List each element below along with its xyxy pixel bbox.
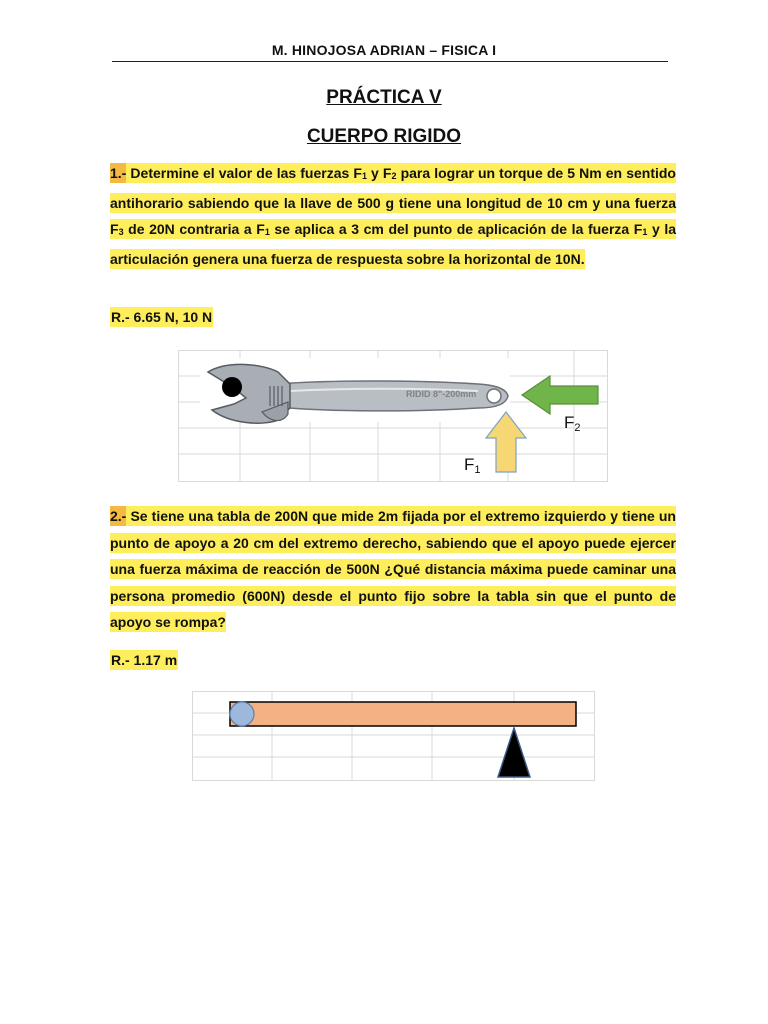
problem-1-number: 1.-: [110, 165, 127, 181]
fixed-pin-icon: [230, 702, 254, 726]
problem-1-sub-c: 3: [118, 227, 124, 237]
problem-1-text-e: se aplica a 3 cm del punto de aplicación de la fuerza F: [269, 221, 643, 237]
problem-1-statement: [110, 160, 676, 272]
problem-1-sub-d: 1: [264, 227, 270, 237]
problem-1-text-c: para lograr un torque de 5 Nm en sentido antihorario sabiendo que la llave de 500 g tiene una longitud de 10 cm y una fuerza F: [110, 165, 676, 237]
problem-2-answer: [110, 652, 178, 668]
header-rule: [112, 61, 668, 62]
problem-1-text-a: Determine el valor de las fuerzas F: [126, 165, 362, 181]
problem-1-answer-text: R.- 6.65 N, 10 N: [111, 309, 213, 325]
problem-2-text: Se tiene una tabla de 200N que mide 2m fijada por el extremo izquierdo y tiene un punto de apoyo a 20 cm del extremo derecho, sabiendo que el apoyo puede ejercer una fuerza máxima de reacción de 500N ¿Qué distancia máxima puede caminar una persona promedio (600N) desde el punto fijo sobre la tabla sin que el punto de apoyo se rompa?: [110, 508, 676, 630]
problem-1-text-b: y F: [366, 165, 392, 181]
wrench-engraving: RIDID 8"-200mm: [406, 389, 477, 399]
problem-1-text-d: de 20N contraria a F: [123, 221, 265, 237]
wrench-figure: [178, 350, 608, 482]
problem-1-text-f: y la articulación genera una fuerza de respuesta sobre la horizontal de 10N.: [110, 221, 677, 267]
problem-2-number: 2.-: [110, 508, 127, 524]
label-f1: F1: [464, 455, 481, 476]
label-f2: F2: [564, 413, 581, 434]
problem-1-answer: [110, 309, 213, 325]
problem-1-sub-a: 1: [361, 171, 367, 181]
page-header: M. HINOJOSA ADRIAN – FISICA I: [271, 42, 497, 58]
board-figure: [192, 691, 595, 781]
problem-1-sub-b: 2: [391, 171, 397, 181]
problem-1-sub-e: 1: [642, 227, 648, 237]
page-title: PRÁCTICA V: [326, 87, 442, 108]
arrow-f2-icon: [522, 376, 598, 414]
problem-2-answer-text: R.- 1.17 m: [111, 652, 178, 668]
board-plank: [230, 702, 576, 726]
problem-2-statement: [110, 503, 676, 636]
pivot-dot: [222, 377, 242, 397]
page-subtitle: CUERPO RIGIDO: [306, 126, 462, 147]
